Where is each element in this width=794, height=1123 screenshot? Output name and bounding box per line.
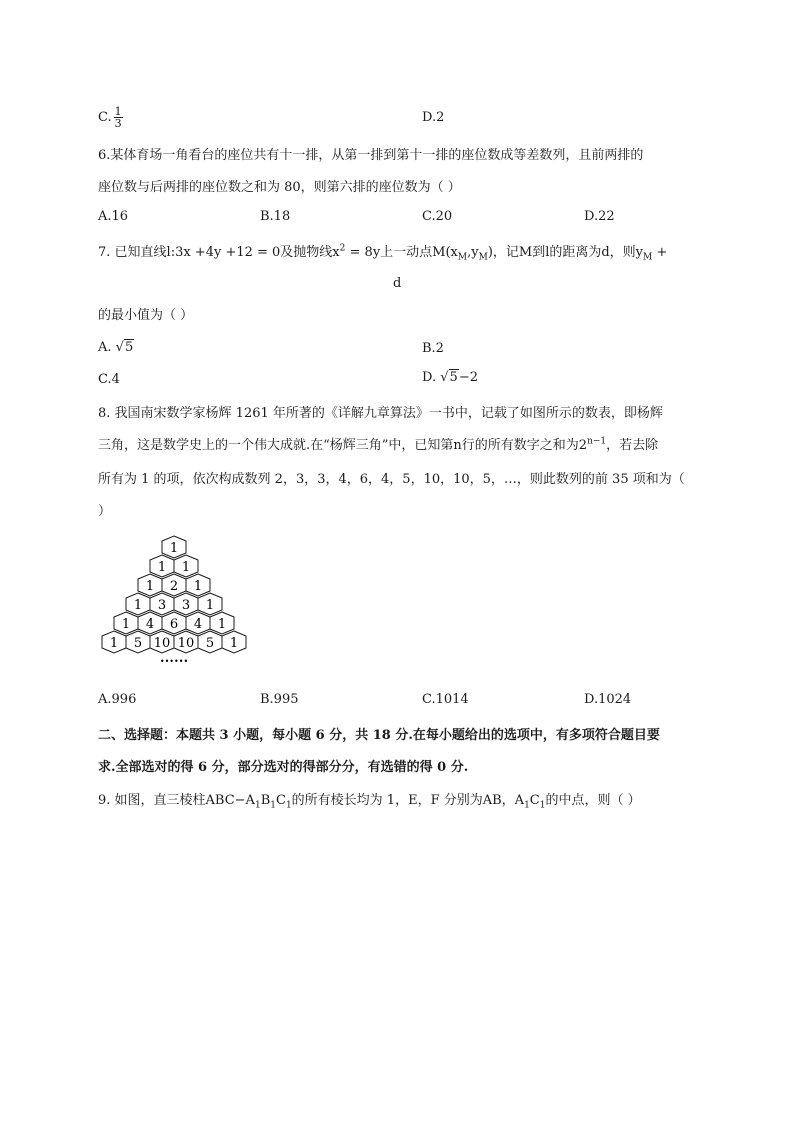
q8-line-3: 所有为 1 的项，依次构成数列 2，3，3，4，6，4，5，10，10，5，…，则此数列的前 35 项和为（ <box>98 472 685 487</box>
triangle-hex-number: 5 <box>133 636 143 651</box>
q5-option-c-denominator: 3 <box>114 117 122 130</box>
q8-line-2-b: ，若去除 <box>606 438 659 453</box>
q9-text-e: C <box>529 793 540 808</box>
section-2-heading-line-1: 二、选择题：本题共 3 小题，每小题 6 分，共 18 分.在每小题给出的选项中，有多项符合题目要 <box>98 728 660 743</box>
q7-option-d-sqrt: √5 <box>440 370 458 385</box>
q7-line-1 <box>98 241 667 263</box>
q8-line-4: ） <box>98 504 112 519</box>
triangle-ellipsis-dots: •••••• <box>159 657 189 666</box>
yang-hui-triangle-figure <box>98 532 258 682</box>
triangle-hex-number: 1 <box>109 636 119 651</box>
q9-text-f: 的中点，则（ ） <box>545 793 641 808</box>
q6-option-a: A.16 <box>98 209 129 224</box>
q7-option-a-label: A. <box>98 340 116 355</box>
triangle-hex-number: 1 <box>193 579 203 594</box>
q7-option-d-suffix: −2 <box>458 370 478 385</box>
q7-option-d <box>422 370 478 385</box>
triangle-hex-number: 4 <box>193 617 203 632</box>
q7-line-3: 的最小值为（ ） <box>98 308 194 323</box>
q7-sub-1: M <box>457 252 468 263</box>
q8-line-2-sup: n−1 <box>587 436 607 447</box>
triangle-hex-number: 4 <box>145 617 155 632</box>
q8-option-a: A.996 <box>98 692 137 707</box>
q7-sup: 2 <box>339 243 346 254</box>
q6-line-1: 6.某体育场一角看台的座位共有十一排，从第一排到第十一排的座位数成等差数列，且前两排的 <box>98 148 644 163</box>
triangle-hex-number: 1 <box>121 617 131 632</box>
q7-option-c: C.4 <box>98 372 120 387</box>
q5-option-c <box>98 106 123 129</box>
q8-line-2-a: 三角，这是数学史上的一个伟大成就.在“杨辉三角”中，已知第n行的所有数字之和为2 <box>98 438 588 453</box>
triangle-hex-number: 3 <box>157 598 167 613</box>
triangle-hex-number: 1 <box>145 579 155 594</box>
q9-sub-3: 1 <box>285 800 292 811</box>
q6-option-d: D.22 <box>584 209 615 224</box>
q7-text-a: 7. 已知直线l:3x +4y +12 = 0及抛物线x <box>98 245 340 260</box>
triangle-hex-number: 10 <box>153 636 171 651</box>
q7-option-b: B.2 <box>422 341 444 356</box>
q5-option-d: D.2 <box>422 110 445 125</box>
q9-sub-2: 1 <box>270 800 276 811</box>
q9-text-b: B <box>260 793 271 808</box>
q7-option-a-radicand: 5 <box>124 340 134 355</box>
triangle-hex-number: 5 <box>205 636 215 651</box>
q7-sub-3: M <box>643 252 653 263</box>
q7-option-a <box>98 340 134 355</box>
q6-line-2: 座位数与后两排的座位数之和为 80，则第六排的座位数为（ ） <box>98 180 461 195</box>
q7-line-2: d <box>393 276 402 291</box>
q8-option-c: C.1014 <box>422 692 469 707</box>
triangle-hex-number: 1 <box>205 598 215 613</box>
q9-text-c: C <box>275 793 286 808</box>
triangle-hex-number: 1 <box>157 560 167 575</box>
q6-option-b: B.18 <box>260 209 291 224</box>
triangle-hex-number: 1 <box>133 598 143 613</box>
triangle-hex-number: 2 <box>169 579 179 594</box>
q9-text-a: 9. 如图，直三棱柱ABC−A <box>98 793 255 808</box>
q7-text-b: = 8y上一动点M(x <box>345 245 458 260</box>
q5-option-c-fraction <box>114 106 123 129</box>
triangle-hex-number: 1 <box>169 541 179 556</box>
triangle-hex-number: 3 <box>181 598 191 613</box>
q9-sub-1: 1 <box>254 800 261 811</box>
q9-sub-5: 1 <box>539 800 546 811</box>
q7-text-e: + <box>652 245 668 260</box>
q7-option-d-radicand: 5 <box>449 370 458 385</box>
triangle-hex-number: 1 <box>217 617 227 632</box>
q6-option-c: C.20 <box>422 209 453 224</box>
q9-sub-4: 1 <box>524 800 530 811</box>
triangle-hex-number: 1 <box>229 636 239 651</box>
q7-option-d-label: D. <box>422 370 441 385</box>
q8-option-d: D.1024 <box>584 692 632 707</box>
triangle-hex-number: 6 <box>169 617 179 632</box>
q7-sub-2: M <box>478 252 488 263</box>
q5-option-c-numerator: 1 <box>114 105 122 118</box>
triangle-hex-number: 10 <box>177 636 195 651</box>
q7-text-c: ,y <box>467 245 479 260</box>
q7-option-a-sqrt: √5 <box>115 340 134 355</box>
q8-option-b: B.995 <box>260 692 299 707</box>
q7-text-d: )，记M到l的距离为d，则y <box>487 245 644 260</box>
triangle-hex-number: 1 <box>181 560 191 575</box>
q9-line-1 <box>98 789 641 811</box>
q8-line-1: 8. 我国南宋数学家杨辉 1261 年所著的《详解九章算法》一书中，记载了如图所示的数表，即杨辉 <box>98 406 663 421</box>
q9-text-d: 的所有棱长均为 1，E，F 分别为AB，A <box>291 793 525 808</box>
q8-line-2 <box>98 434 658 453</box>
q5-option-c-label: C. <box>98 110 112 125</box>
section-2-heading-line-2: 求.全部选对的得 6 分，部分选对的得部分分，有选错的得 0 分. <box>98 760 469 775</box>
